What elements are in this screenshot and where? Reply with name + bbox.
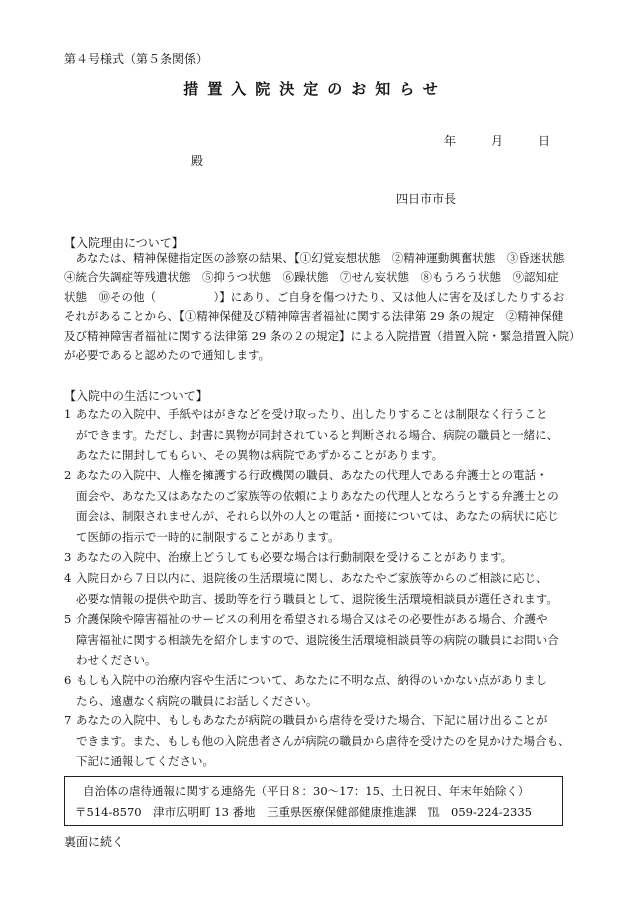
item-line: ができます。ただし、封書に異物が同封されていると判断される場合、病院の職員と一緒に、 <box>76 427 559 442</box>
item-line: あなたの入院中、手紙やはがきなどを受け取ったり、出したりすることは制限なく行うこと <box>76 407 548 421</box>
item-line: あなたの入院中、人権を擁護する行政機関の職員、あなたの代理人である弁護士との電話・ <box>76 468 548 482</box>
reason-line: 及び精神障害者福祉に関する法律第 29 条の２の規定】による入院措置（措置入院・緊急措置入院） <box>64 328 581 343</box>
item-line: 障害福祉に関する相談先を紹介しますので、退院後生活環境相談員等の病院の職員にお問い合 <box>76 632 559 647</box>
item-line: 面会や、あなた又はあなたのご家族等の依頼によりあなたの代理人となろうとする弁護士との <box>76 488 559 503</box>
list-item <box>64 670 574 711</box>
item-number: 4 <box>64 571 72 585</box>
item-number: 5 <box>64 612 72 626</box>
document-title: 措置入院決定のお知らせ <box>183 80 447 98</box>
item-number: 7 <box>64 713 72 727</box>
addressee: 殿 <box>191 154 204 168</box>
date-day: 日 <box>538 134 551 148</box>
continued-note: 裏面に続く <box>64 835 125 849</box>
list-item <box>64 710 574 772</box>
item-line: 入院日から７日以内に、退院後の生活環境に関し、あなたやご家族等からのご相談に応じ、 <box>76 571 548 585</box>
reason-paragraph <box>64 249 581 365</box>
item-number: 6 <box>64 673 72 687</box>
item-number: 1 <box>64 407 72 421</box>
item-line: 面会は、制限されませんが、それら以外の人との電話・面接については、あなたの病状に応じ <box>76 509 559 523</box>
list-item <box>64 465 574 547</box>
reason-line: それがあることから、【①精神保健及び精神障害者福祉に関する法律第 29 条の規定 ②精神保健 <box>64 309 564 324</box>
form-number: 第４号様式（第５条関係） <box>64 52 209 66</box>
item-line: あなたに開封してもらい、その異物は病院であずかることがあります。 <box>76 448 444 462</box>
item-line: 必要な情報の提供や助言、援助等を行う職員として、退院後生活環境相談員が選任されます。 <box>76 591 558 606</box>
contact-hours: 自治体の虐待通報に関する連絡先（平日８：30～17：15、土日祝日、年末年始除く） <box>83 784 530 798</box>
issuer: 四日市市長 <box>396 192 457 206</box>
reason-line: あなたは、精神保健指定医の診察の結果、【①幻覚妄想状態 ②精神運動興奮状態 ③昏迷状態 <box>64 251 565 265</box>
reason-line: ④統合失調症等残遺状態 ⑤抑うつ状態 ⑥躁状態 ⑦せん妄状態 ⑧もうろう状態 ⑨認知症 <box>64 270 559 285</box>
item-line: あなたの入院中、もしもあなたが病院の職員から虐待を受けた場合、下記に届け出ることが <box>76 713 548 727</box>
life-heading: 【入院中の生活について】 <box>64 389 208 403</box>
item-line: て医師の指示で一時的に制限することがあります。 <box>76 529 340 544</box>
item-line: もしも入院中の治療内容や生活について、あなたに不明な点、納得のいかない点がありまし <box>76 673 548 687</box>
item-line: できます。また、もしも他の入院患者さんが病院の職員から虐待を受けたのを見かけた場合も、 <box>76 733 570 748</box>
item-line: たら、遠慮なく病院の職員にお話しください。 <box>76 693 318 708</box>
contact-box <box>64 776 563 826</box>
item-line: 下記に通報してください。 <box>76 754 214 768</box>
item-line: 介護保険や障害福祉のサービスの利用を希望される場合又はその必要性がある場合、介護や <box>76 612 548 626</box>
reason-line: 状態 ⑩その他（ ）】にあり、ご自身を傷つけたり、又は他人に害を及ぼしたりするお <box>64 289 565 304</box>
list-item <box>64 609 574 671</box>
reason-line: が必要であると認めたので通知します。 <box>64 348 271 363</box>
reason-heading: 【入院理由について】 <box>64 236 184 250</box>
item-line: わせください。 <box>76 653 157 667</box>
list-item <box>64 568 574 609</box>
item-number: 2 <box>64 468 72 482</box>
contact-address: 〒514‐8570 津市広明町 13 番地 三重県医療保健部健康推進課 ℡ 059‐224‐2335 <box>75 805 532 819</box>
item-number: 3 <box>64 550 72 564</box>
date-year: 年 <box>444 134 457 148</box>
list-item <box>64 547 574 568</box>
list-item <box>64 404 574 466</box>
date-month: 月 <box>491 134 504 148</box>
item-line: あなたの入院中、治療上どうしても必要な場合は行動制限を受けることがあります。 <box>76 550 513 564</box>
